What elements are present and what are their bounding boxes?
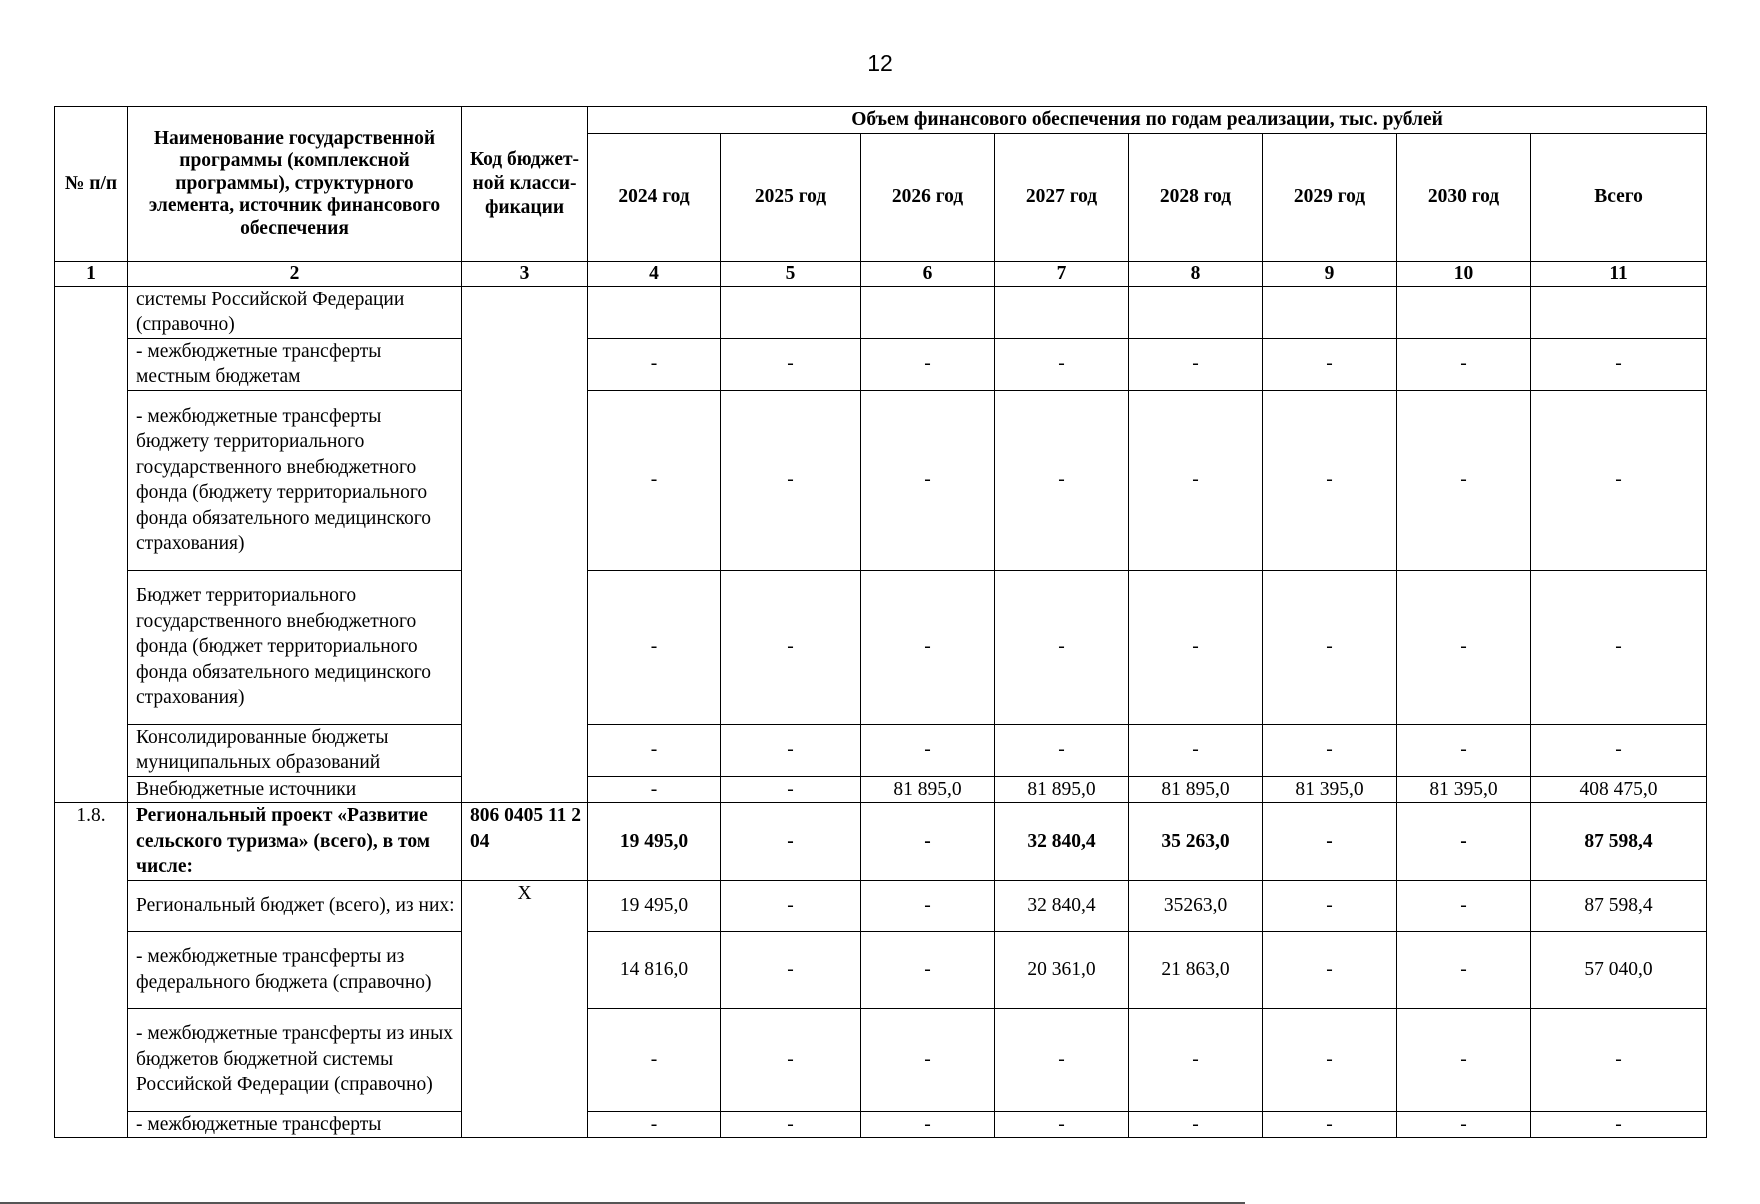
column-number: 11 (1531, 261, 1707, 286)
row-value: - (721, 724, 861, 776)
row-value: - (1531, 1008, 1707, 1111)
row-value: - (588, 390, 721, 570)
header-year: 2030 год (1397, 133, 1531, 261)
row-value: - (721, 570, 861, 724)
row-value: - (721, 390, 861, 570)
row-value: - (995, 1008, 1129, 1111)
column-number: 1 (55, 261, 128, 286)
row-value (1263, 286, 1397, 338)
header-year: 2026 год (861, 133, 995, 261)
row-value: - (1263, 880, 1397, 931)
table-row-project (55, 803, 1707, 881)
table-row (55, 390, 1707, 570)
row-number: 1.8. (55, 803, 128, 1138)
table-row (55, 776, 1707, 803)
row-value: - (721, 776, 861, 803)
column-number: 5 (721, 261, 861, 286)
row-value: - (1531, 724, 1707, 776)
row-value: - (1397, 390, 1531, 570)
row-value: - (995, 570, 1129, 724)
header-total: Всего (1531, 133, 1707, 261)
row-value: - (588, 338, 721, 390)
column-number: 2 (128, 261, 462, 286)
row-value: - (588, 776, 721, 803)
row-value (588, 286, 721, 338)
row-value: - (1263, 390, 1397, 570)
row-name: - межбюджетные трансферты местным бюджетам (128, 338, 462, 390)
row-value: - (1397, 880, 1531, 931)
row-value: 57 040,0 (1531, 931, 1707, 1008)
row-value: - (1129, 724, 1263, 776)
row-value: - (1397, 931, 1531, 1008)
row-value: - (588, 1008, 721, 1111)
header-financing-group: Объем финансового обеспечения по годам реализации, тыс. рублей (588, 107, 1707, 134)
row-value: - (1531, 1111, 1707, 1138)
table-row (55, 931, 1707, 1008)
row-name: Внебюджетные источники (128, 776, 462, 803)
row-value: - (861, 724, 995, 776)
column-number: 10 (1397, 261, 1531, 286)
row-value: 35263,0 (1129, 880, 1263, 931)
column-number: 7 (995, 261, 1129, 286)
header-col-no: № п/п (55, 107, 128, 262)
column-number: 8 (1129, 261, 1263, 286)
row-value: 14 816,0 (588, 931, 721, 1008)
row-value (1531, 286, 1707, 338)
row-value: - (1263, 338, 1397, 390)
row-value: - (1531, 338, 1707, 390)
row-value: - (995, 724, 1129, 776)
row-name: - межбюджетные трансферты (128, 1111, 462, 1138)
header-col-name: Наименование государственной программы (комплексной программы), структурного элемента, источник финансового обеспечения (128, 107, 462, 262)
table-row (55, 338, 1707, 390)
table-row (55, 1008, 1707, 1111)
row-code (462, 286, 588, 803)
header-year: 2027 год (995, 133, 1129, 261)
header-year: 2024 год (588, 133, 721, 261)
row-value: - (1129, 338, 1263, 390)
row-value: - (1531, 390, 1707, 570)
row-value: - (861, 803, 995, 881)
row-value: 81 895,0 (861, 776, 995, 803)
row-value: 20 361,0 (995, 931, 1129, 1008)
row-name: Региональный проект «Развитие сельского туризма» (всего), в том числе: (128, 803, 462, 881)
row-value: 87 598,4 (1531, 880, 1707, 931)
row-value (1397, 286, 1531, 338)
row-value: - (721, 803, 861, 881)
row-name: Консолидированные бюджеты муниципальных образований (128, 724, 462, 776)
financing-table (54, 106, 1707, 1138)
row-name: - межбюджетные трансферты из иных бюджетов бюджетной системы Российской Федерации (справочно) (128, 1008, 462, 1111)
row-value: - (588, 1111, 721, 1138)
row-value: - (1397, 338, 1531, 390)
row-value: - (861, 880, 995, 931)
column-number: 3 (462, 261, 588, 286)
row-value: - (1263, 931, 1397, 1008)
row-value: 408 475,0 (1531, 776, 1707, 803)
row-name: - межбюджетные трансферты из федерального бюджета (справочно) (128, 931, 462, 1008)
row-value: - (721, 1008, 861, 1111)
row-value: - (1397, 724, 1531, 776)
header-year: 2025 год (721, 133, 861, 261)
page-number: 12 (867, 50, 893, 76)
header-col-code: Код бюджет-ной класси-фикации (462, 107, 588, 262)
row-value: - (1129, 1111, 1263, 1138)
row-value: - (721, 338, 861, 390)
row-value: 35 263,0 (1129, 803, 1263, 881)
table-row (55, 724, 1707, 776)
row-value: - (1263, 1111, 1397, 1138)
row-value: - (995, 338, 1129, 390)
row-value: 21 863,0 (1129, 931, 1263, 1008)
row-name: - межбюджетные трансферты бюджету территориального государственного внебюджетного фонда (бюджету территориального фонда обязательного медицинского страхования) (128, 390, 462, 570)
row-value: - (1531, 570, 1707, 724)
row-value: - (588, 724, 721, 776)
row-value: - (1263, 570, 1397, 724)
row-value: - (861, 390, 995, 570)
row-value (995, 286, 1129, 338)
row-value: 81 895,0 (995, 776, 1129, 803)
row-value: - (1397, 1008, 1531, 1111)
row-value: - (861, 1111, 995, 1138)
row-value: - (1129, 1008, 1263, 1111)
row-value: - (1263, 724, 1397, 776)
row-value: 19 495,0 (588, 803, 721, 881)
table-row (55, 880, 1707, 931)
row-value: - (1397, 803, 1531, 881)
column-number: 6 (861, 261, 995, 286)
row-value (1129, 286, 1263, 338)
row-value (861, 286, 995, 338)
row-value: - (1263, 1008, 1397, 1111)
table-row (55, 286, 1707, 338)
row-value: 32 840,4 (995, 880, 1129, 931)
row-value: - (861, 338, 995, 390)
row-value: - (861, 931, 995, 1008)
row-name: Региональный бюджет (всего), из них: (128, 880, 462, 931)
row-value: - (1129, 390, 1263, 570)
row-value: 32 840,4 (995, 803, 1129, 881)
header-year: 2028 год (1129, 133, 1263, 261)
row-value: - (1397, 1111, 1531, 1138)
row-number (55, 286, 128, 803)
row-value: - (721, 931, 861, 1008)
row-value: 87 598,4 (1531, 803, 1707, 881)
row-value: 81 395,0 (1397, 776, 1531, 803)
row-value: - (861, 570, 995, 724)
row-value: - (721, 1111, 861, 1138)
row-value (721, 286, 861, 338)
header-year: 2029 год (1263, 133, 1397, 261)
row-value: - (861, 1008, 995, 1111)
row-value: - (1263, 803, 1397, 881)
row-value: 19 495,0 (588, 880, 721, 931)
column-number: 4 (588, 261, 721, 286)
row-value: - (1129, 570, 1263, 724)
row-name: Бюджет территориального государственного внебюджетного фонда (бюджет территориального фонда обязательного медицинского страхования) (128, 570, 462, 724)
row-value: 81 395,0 (1263, 776, 1397, 803)
row-value: - (995, 1111, 1129, 1138)
row-value: - (588, 570, 721, 724)
table-row (55, 1111, 1707, 1138)
row-value: - (721, 880, 861, 931)
row-value: - (995, 390, 1129, 570)
row-value: - (1397, 570, 1531, 724)
row-code: X (462, 880, 588, 1138)
row-name: системы Российской Федерации (справочно) (128, 286, 462, 338)
table-row (55, 570, 1707, 724)
row-code: 806 0405 11 2 04 (462, 803, 588, 881)
row-value: 81 895,0 (1129, 776, 1263, 803)
column-number: 9 (1263, 261, 1397, 286)
